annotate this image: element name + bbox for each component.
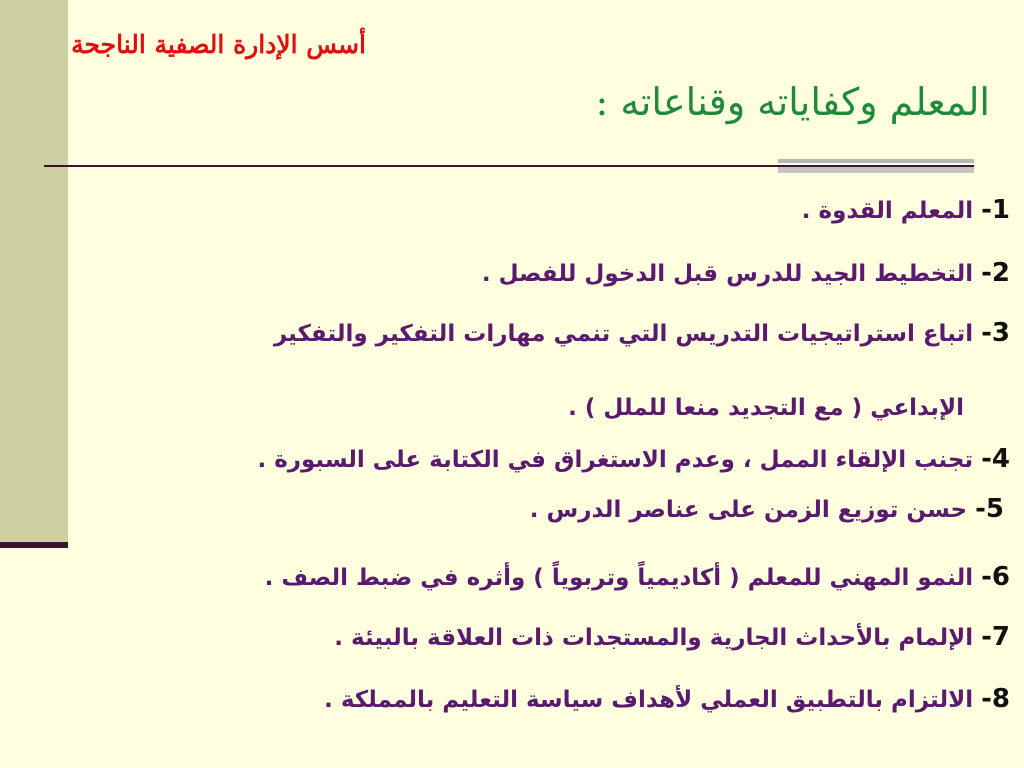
item-number: 3-	[981, 318, 1010, 348]
item-number: 4-	[981, 444, 1010, 474]
item-text: التخطيط الجيد للدرس قبل الدخول للفصل .	[481, 261, 982, 287]
list-item-continuation	[568, 392, 964, 422]
item-text: اتباع استراتيجيات التدريس التي تنمي مهارات التفكير والتفكير	[273, 321, 982, 347]
slide-subtitle: أسس الإدارة الصفية الناجحة	[71, 30, 366, 59]
item-number: 1-	[981, 195, 1010, 225]
item-text: حسن توزيع الزمن على عناصر الدرس .	[529, 497, 976, 523]
item-text: الإبداعي ( مع التجديد منعا للملل ) .	[568, 395, 964, 421]
item-number: 5-	[975, 494, 1004, 524]
slide-title: المعلم وكفاياته وقناعاته :	[595, 80, 990, 124]
list-item	[802, 195, 1010, 225]
list-item	[324, 684, 1010, 714]
left-bar-rule	[0, 542, 68, 548]
item-text: النمو المهني للمعلم ( أكاديمياً وتربوياً ) وأثره في ضبط الصف .	[264, 565, 982, 591]
list-item	[482, 258, 1010, 288]
item-text: المعلم القدوة .	[801, 198, 982, 224]
list-item	[257, 444, 1010, 474]
list-item	[530, 494, 1004, 524]
item-number: 8-	[981, 684, 1010, 714]
header-rule	[44, 165, 974, 167]
header-rule-shadow	[778, 159, 974, 177]
item-text: الالتزام بالتطبيق العملي لأهداف سياسة التعليم بالمملكة .	[324, 687, 982, 713]
left-decorative-bar	[0, 0, 68, 547]
item-number: 7-	[981, 622, 1010, 652]
list-item	[274, 318, 1010, 348]
item-number: 2-	[981, 258, 1010, 288]
item-text: الإلمام بالأحداث الجارية والمستجدات ذات العلاقة بالبيئة .	[334, 625, 982, 651]
list-item	[334, 622, 1010, 652]
list-item	[265, 562, 1010, 592]
item-number: 6-	[981, 562, 1010, 592]
item-text: تجنب الإلقاء الممل ، وعدم الاستغراق في الكتابة على السبورة .	[257, 447, 982, 473]
